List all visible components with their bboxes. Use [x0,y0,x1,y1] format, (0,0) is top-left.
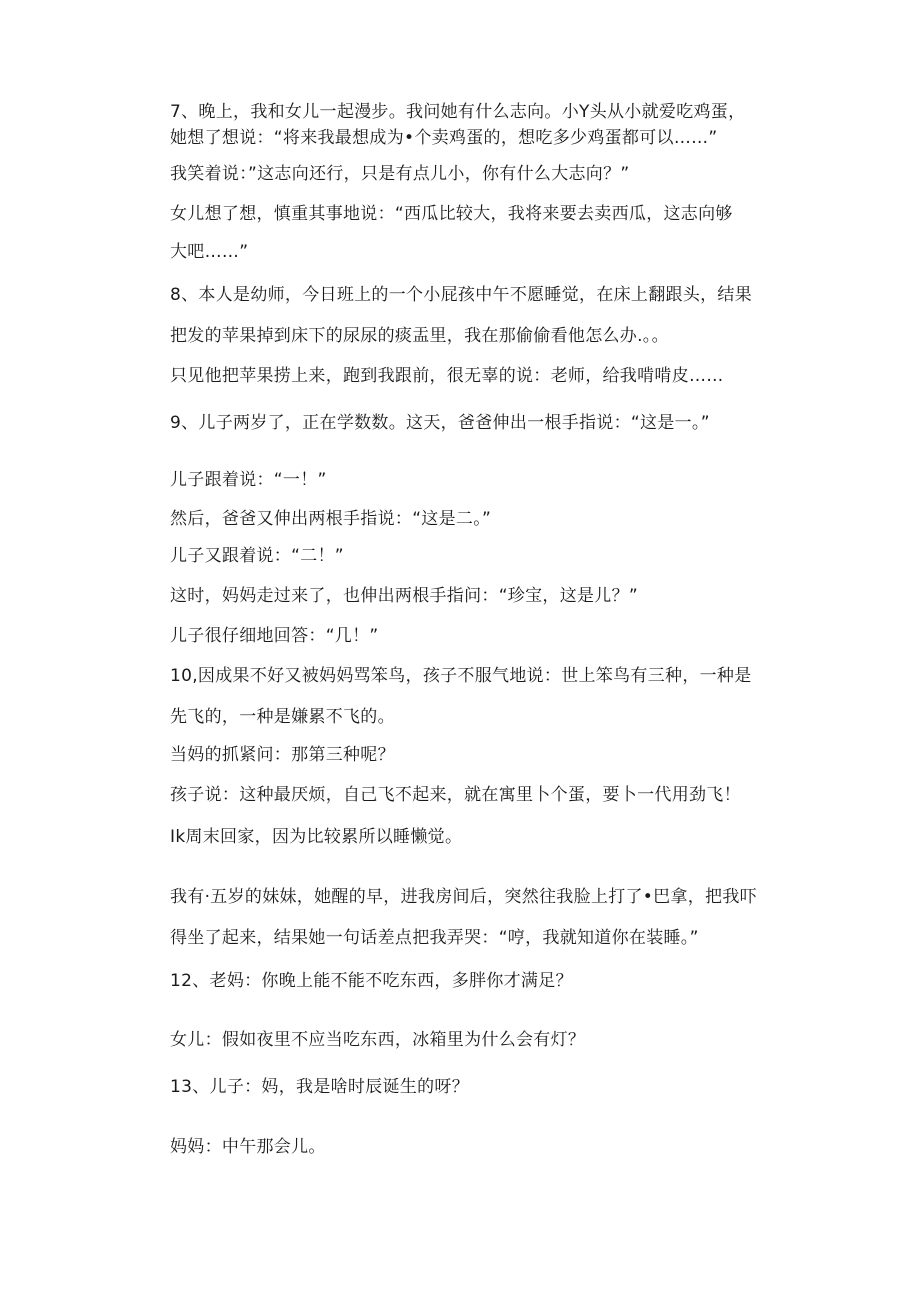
text-line: 7、晚上，我和女儿一起漫步。我问她有什么志向。小Y头从小就爱吃鸡蛋， [170,102,746,122]
text-line: 9、儿子两岁了，正在学数数。这天，爸爸伸出一根手指说：“这是一。” [170,413,710,433]
text-line: 当妈的抓紧问：那第三种呢？ [170,745,395,765]
text-line: 她想了想说：“将来我最想成为•个卖鸡蛋的，想吃多少鸡蛋都可以……” [170,128,718,148]
text-line: 10,因成果不好又被妈妈骂笨鸟，孩子不服气地说：世上笨鸟有三种，一种是 [170,666,752,686]
text-line: 12、老妈：你晚上能不能不吃东西，多胖你才满足？ [170,971,573,991]
text-line: 儿子又跟着说：“二！” [170,546,344,566]
text-line: 然后，爸爸又伸出两根手指说：“这是二。” [170,509,492,529]
text-line: 女儿想了想，慎重其事地说：“西瓜比较大，我将来要去卖西瓜，这志向够 [170,204,733,224]
text-line: 孩子说：这种最厌烦，自己飞不起来，就在寓里卜个蛋，要卜一代用劲飞！ [170,785,741,805]
text-line: Ik周末回家，因为比较累所以睡懒觉。 [170,827,463,847]
text-line: 把发的苹果掉到床下的尿尿的痰盂里，我在那偷偷看他怎么办.。。 [170,326,669,346]
text-line: 妈妈：中午那会儿。 [170,1137,326,1157]
text-line: 得坐了起来，结果她一句话差点把我弄哭：“哼，我就知道你在装睡。” [170,928,699,948]
text-line: 只见他把苹果捞上来，跑到我跟前，很无辜的说：老师，给我啃啃皮…… [170,366,724,386]
text-line: 8、本人是幼师，今日班上的一个小屁孩中午不愿睡觉，在床上翻跟头，结果 [170,285,753,305]
text-line: 这时，妈妈走过来了，也伸出两根手指问：“珍宝，这是儿？” [170,586,639,606]
text-line: 我笑着说：”这志向还行，只是有点儿小，你有什么大志向？” [170,164,630,184]
text-line: 大吧……” [170,242,249,262]
text-line: 儿子跟着说：“一！” [170,470,327,490]
text-line: 儿子很仔细地回答：“几！” [170,626,379,646]
text-line: 先飞的，一种是嫌累不飞的。 [170,707,395,727]
text-line: 我有·五岁的妹妹，她醒的早，进我房间后，突然往我脸上打了•巴拿，把我吓 [170,887,757,907]
text-line: 女儿：假如夜里不应当吃东西，冰箱里为什么会有灯？ [170,1030,586,1050]
text-line: 13、儿子：妈，我是啥时辰诞生的呀？ [170,1077,470,1097]
